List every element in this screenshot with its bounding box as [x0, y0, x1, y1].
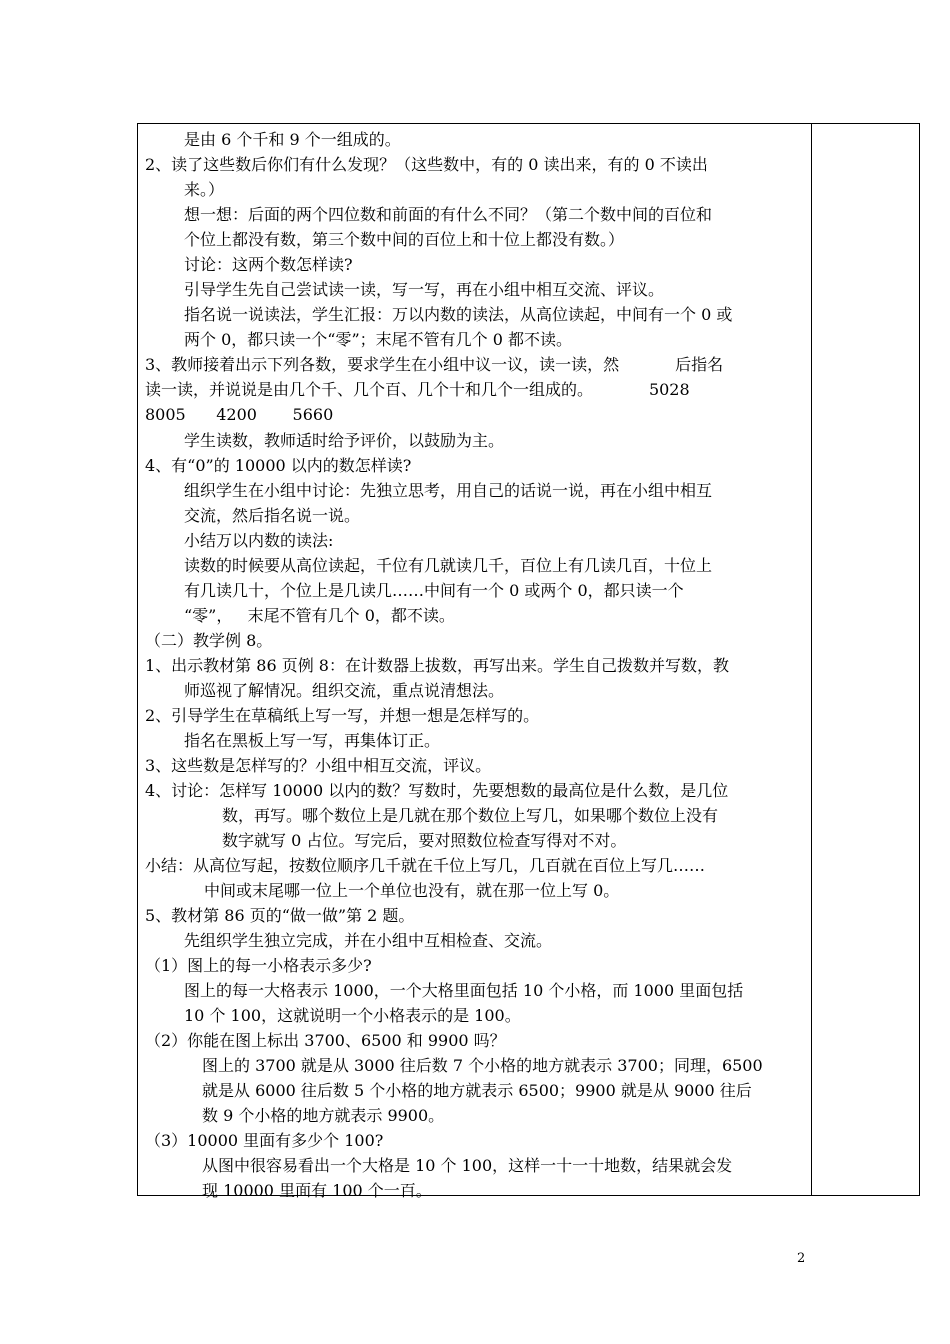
text-line: （3）10000 里面有多少个 100?: [145, 1131, 384, 1150]
text-line: 现 10000 里面有 100 个一百。: [202, 1181, 432, 1200]
text-line: （二）教学例 8。: [145, 631, 273, 650]
text-line: 从图中很容易看出一个大格是 10 个 100，这样一十一十地数，结果就会发: [202, 1156, 733, 1175]
text-line: 师巡视了解情况。组织交流，重点说清想法。: [184, 681, 505, 700]
text-line: 引导学生先自己尝试读一读，写一写，再在小组中相互交流、评议。: [184, 280, 665, 299]
text-line: 读一读，并说说是由几个千、几个百、几个十和几个一组成的。 5028: [145, 380, 690, 399]
text-line: 3、教师接着出示下列各数，要求学生在小组中议一议，读一读，然 后指名: [145, 355, 724, 374]
text-line: 指名说一说读法，学生汇报：万以内数的读法，从高位读起，中间有一个 0 或: [184, 305, 733, 324]
text-line: 2、引导学生在草稿纸上写一写，并想一想是怎样写的。: [145, 706, 540, 725]
text-line: （2）你能在图上标出 3700、6500 和 9900 吗？: [145, 1031, 506, 1050]
text-line: 读数的时候要从高位读起，千位有几就读几千，百位上有几读几百，十位上: [184, 556, 713, 575]
text-line: 交流，然后指名说一说。: [184, 506, 361, 525]
text-line: 图上的每一大格表示 1000，一个大格里面包括 10 个小格，而 1000 里面包括: [184, 981, 744, 1000]
text-line: 两个 0，都只读一个“零”；末尾不管有几个 0 都不读。: [184, 330, 572, 349]
text-line: 10 个 100，这就说明一个小格表示的是 100。: [184, 1006, 521, 1025]
text-line: 数，再写。哪个数位上是几就在那个数位上写几，如果哪个数位上没有: [222, 806, 719, 825]
text-line: 有几读几十，个位上是几读几……中间有一个 0 或两个 0，都只读一个: [184, 581, 684, 600]
text-line: “零”， 末尾不管有几个 0，都不读。: [184, 606, 455, 625]
text-line: 讨论：这两个数怎样读?: [184, 255, 353, 274]
text-line: 图上的 3700 就是从 3000 往后数 7 个小格的地方就表示 3700；同理，6500: [202, 1056, 763, 1075]
text-line: （1）图上的每一小格表示多少?: [145, 956, 372, 975]
text-line: 来。）: [184, 180, 225, 199]
text-line: 指名在黑板上写一写，再集体订正。: [184, 731, 441, 750]
text-line: 4、讨论：怎样写 10000 以内的数？写数时，先要想数的最高位是什么数，是几位: [145, 781, 729, 800]
text-line: 3、这些数是怎样写的？小组中相互交流，评议。: [145, 756, 492, 775]
text-line: 2、读了这些数后你们有什么发现？（这些数中，有的 0 读出来，有的 0 不读出: [145, 155, 708, 174]
text-line: 中间或末尾哪一位上一个单位也没有，就在那一位上写 0。: [204, 881, 620, 900]
text-line: 想一想：后面的两个四位数和前面的有什么不同？（第二个数中间的百位和: [184, 205, 713, 224]
notes-column-divider: [811, 123, 812, 1196]
text-line: 学生读数，教师适时给予评价，以鼓励为主。: [184, 431, 505, 450]
text-line: 1、出示教材第 86 页例 8：在计数器上拔数，再写出来。学生自己拨数并写数，教: [145, 656, 729, 675]
text-line: 数字就写 0 占位。写完后，要对照数位检查写得对不对。: [222, 831, 627, 850]
text-line: 8005 4200 5660: [145, 405, 334, 424]
text-line: 小结：从高位写起，按数位顺序几千就在千位上写几，几百就在百位上写几……: [145, 856, 706, 875]
text-line: 是由 6 个千和 9 个一组成的。: [184, 130, 401, 149]
page-number: 2: [797, 1251, 806, 1266]
text-line: 就是从 6000 往后数 5 个小格的地方就表示 6500；9900 就是从 9000 往后: [202, 1081, 752, 1100]
text-line: 组织学生在小组中讨论：先独立思考，用自己的话说一说，再在小组中相互: [184, 481, 713, 500]
text-line: 小结万以内数的读法:: [184, 531, 334, 550]
text-line: 个位上都没有数，第三个数中间的百位上和十位上都没有数。）: [184, 230, 625, 249]
text-line: 数 9 个小格的地方就表示 9900。: [202, 1106, 445, 1125]
text-line: 先组织学生独立完成，并在小组中互相检查、交流。: [184, 931, 553, 950]
text-line: 4、有“0”的 10000 以内的数怎样读?: [145, 456, 412, 475]
text-line: 5、教材第 86 页的“做一做”第 2 题。: [145, 906, 415, 925]
